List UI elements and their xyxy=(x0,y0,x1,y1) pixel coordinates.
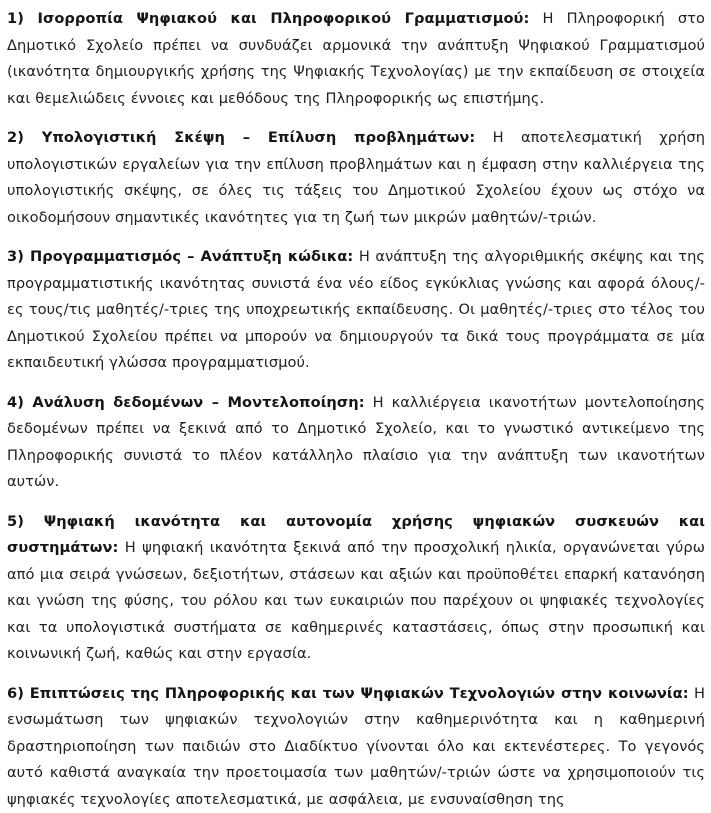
paragraph-1-lead: 1) Ισορροπία Ψηφιακού και Πληροφορικού Γραμματισμού: xyxy=(7,10,529,27)
numbered-paragraph-5 xyxy=(7,509,705,668)
numbered-paragraph-6 xyxy=(7,681,705,813)
paragraph-6-body: Η ενσωμάτωση των ψηφιακών τεχνολογιών στην καθημερινότητα και η καθημερινή δραστηριοποίηση των παιδιών στο Διαδίκτυο γίνονται όλο και εκτενέστερες. Το γεγονός αυτό καθιστά αναγκαία την προετοιμασία των μαθητών/-τριών ώστε να χρησιμοποιούν τις ψηφιακές τεχνολογίες αποτελεσματικά, με ασφάλεια, με ενσυναίσθηση της xyxy=(7,685,705,808)
paragraph-5-lead: 5) Ψηφιακή ικανότητα και αυτονομία χρήσης ψηφιακών συσκευών και συστημάτων: xyxy=(7,513,705,557)
paragraph-4-body: Η καλλιέργεια ικανοτήτων μοντελοποίησης δεδομένων πρέπει να ξεκινά από το Δημοτικό Σχολείο, και το γνωστικό αντικείμενο της Πληροφορικής συνιστά το πλέον κατάλληλο πλαίσιο για την ανάπτυξη των ικανοτήτων αυτών. xyxy=(7,394,705,491)
paragraph-1-body: Η Πληροφορική στο Δημοτικό Σχολείο πρέπει να συνδυάζει αρμονικά την ανάπτυξη Ψηφιακού Γραμματισμού (ικανότητα δημιουργικής χρήσης της Ψηφιακής Τεχνολογίας) με την εκπαίδευση σε στοιχεία και θεμελιώδεις έννοιες και μεθόδους της Πληροφορικής ως επιστήμης. xyxy=(7,10,705,107)
paragraph-6-lead: 6) Επιπτώσεις της Πληροφορικής και των Ψηφιακών Τεχνολογιών στην κοινωνία: xyxy=(7,685,689,702)
numbered-paragraph-1 xyxy=(7,6,705,112)
paragraph-5-body: Η ψηφιακή ικανότητα ξεκινά από την προσχολική ηλικία, οργανώνεται γύρω από μια σειρά γνώσεων, δεξιοτήτων, στάσεων και αξιών και προϋποθέτει επαρκή κατανόηση και γνώση της φύσης, του ρόλου και των ευκαιριών που παρέχουν οι ψηφιακές τεχνολογίες και τα υπολογιστικά συστήματα σε καθημερινές καταστάσεις, όπως στην προσωπική και κοινωνική ζωή, καθώς και στην εργασία. xyxy=(7,539,705,662)
paragraph-4-lead: 4) Ανάλυση δεδομένων – Μοντελοποίηση: xyxy=(7,394,365,411)
paragraph-2-body: Η αποτελεσματική χρήση υπολογιστικών εργαλείων για την επίλυση προβλημάτων και η έμφαση στην καλλιέργεια της υπολογιστικής σκέψης, σε όλες τις τάξεις του Δημοτικού Σχολείου έχουν ως στόχο να οικοδομήσουν σημαντικές ικανότητες για τη ζωή των μικρών μαθητών/-τριών. xyxy=(7,129,705,226)
numbered-paragraph-3 xyxy=(7,244,705,377)
paragraph-2-lead: 2) Υπολογιστική Σκέψη – Επίλυση προβλημάτων: xyxy=(7,129,475,146)
numbered-paragraph-2 xyxy=(7,125,705,231)
paragraph-3-body: Η ανάπτυξη της αλγοριθμικής σκέψης και της προγραμματιστικής ικανότητας συνιστά ένα νέο είδος εγκύκλιας γνώσης και αφορά όλους/-ες τους/τις μαθητές/-τριες της υποχρεωτικής εκπαίδευσης. Οι μαθητές/-τριες στο τέλος του Δημοτικού Σχολείου πρέπει να μπορούν να δημιουργούν τα δικά τους προγράμματα σε μία εκπαιδευτική γλώσσα προγραμματισμού. xyxy=(7,248,705,371)
paragraph-3-lead: 3) Προγραμματισμός – Ανάπτυξη κώδικα: xyxy=(7,248,353,265)
numbered-paragraph-4 xyxy=(7,390,705,496)
